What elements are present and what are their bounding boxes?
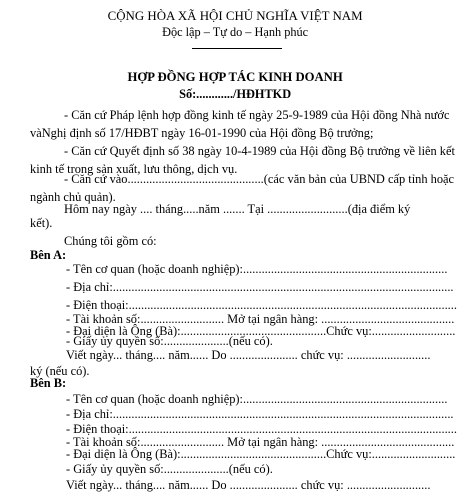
date-place-line-1: Hôm nay ngày .... tháng.....năm ....... Tại ..........................(địa điểm ký xyxy=(64,202,411,216)
contract-title: HỢP ĐỒNG HỢP TÁC KINH DOANH xyxy=(127,70,343,84)
party-a-signed: ký (nếu có). xyxy=(30,364,90,378)
party-b-authorization: - Giấy ủy quyền số:.....................(nếu có). xyxy=(66,462,273,476)
motto: Độc lập – Tự do – Hạnh phúc xyxy=(162,25,309,39)
party-b-org-name: - Tên cơ quan (hoặc doanh nghiệp):.................................................................. xyxy=(66,392,448,406)
parties-intro: Chúng tôi gồm có: xyxy=(64,234,157,248)
header-divider xyxy=(192,48,282,49)
party-a-bank-account: - Tài khoản số:........................... Mở tại ngân hàng: ........................................... xyxy=(66,312,455,326)
basis-line-3: - Căn cứ Quyết định số 38 ngày 10-4-1989 của Hội đồng Bộ trưởng về liên kết xyxy=(64,144,455,158)
party-a-authorization: - Giấy ủy quyền số:.....................(nếu có). xyxy=(66,334,273,348)
party-b-phone: - Điện thoại:.......................................................................................................... xyxy=(66,422,457,436)
party-b-representative: - Đại diện là Ông (Bà):...............................................Chức vụ:........................... xyxy=(66,447,456,461)
basis-line-1: - Căn cứ Pháp lệnh hợp đồng kinh tế ngày 25-9-1989 của Hội đồng Nhà nước xyxy=(64,108,450,122)
basis-line-2: vàNghị định số 17/HĐBT ngày 16-01-1990 của Hội đồng Bộ trưởng; xyxy=(30,126,374,140)
party-a-address: - Địa chỉ:.............................................................................................................. xyxy=(66,280,454,294)
date-place-line-2: kết). xyxy=(30,216,53,230)
basis-line-6: ngành chủ quản). xyxy=(30,190,116,204)
party-b-written-date: Viết ngày... tháng.... năm...... Do ...................... chức vụ: ........................... xyxy=(66,478,431,492)
party-b-address: - Địa chỉ:.............................................................................................................. xyxy=(66,407,454,421)
party-b-heading: Bên B: xyxy=(30,376,67,390)
party-a-org-name: - Tên cơ quan (hoặc doanh nghiệp):.................................................................. xyxy=(66,262,448,276)
nation-title: CỘNG HÒA XÃ HỘI CHỦ NGHĨA VIỆT NAM xyxy=(107,8,363,23)
party-b-bank-account: - Tài khoản số:........................... Mở tại ngân hàng: ........................................... xyxy=(66,435,455,449)
party-a-written-date: Viết ngày... tháng.... năm...... Do ...................... chức vụ: ........................... xyxy=(66,348,431,362)
party-a-heading: Bên A: xyxy=(30,248,67,262)
contract-number: Số:............/HĐHTKD xyxy=(179,87,292,101)
party-a-representative: - Đại diện là Ông (Bà):...............................................Chức vụ:........................... xyxy=(66,324,456,338)
basis-line-4: kinh tế trong sản xuất, lưu thông, dịch vụ. xyxy=(30,162,238,176)
party-a-phone: - Điện thoại:.......................................................................................................... xyxy=(66,298,457,312)
basis-line-5: - Căn cứ vào............................................(các văn bản của UBND cấp tỉnh hoặc xyxy=(64,172,455,186)
